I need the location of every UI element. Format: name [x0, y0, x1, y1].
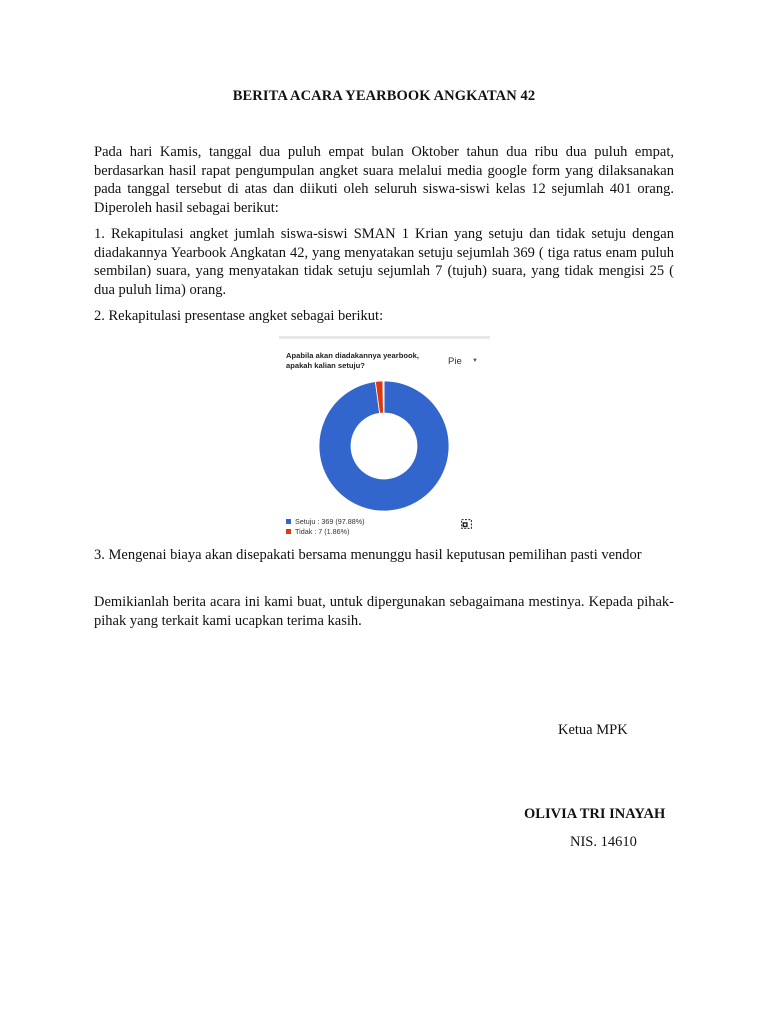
pie-slice-other-2: [383, 381, 384, 413]
donut-chart: [279, 339, 490, 533]
chart-legend: [286, 517, 365, 536]
signature-nis: NIS. 14610: [570, 834, 637, 850]
recap-percentage-paragraph: 2. Rekapitulasi presentase angket sebagai berikut:: [94, 308, 384, 324]
intro-paragraph: Pada hari Kamis, tanggal dua puluh empat bulan Oktober tahun dua ribu dua puluh empat, berdasarkan hasil rapat pengumpulan angket suara melalui media google form yang dilaksanakan pada tanggal tersebut di atas dan diikuti oleh seluruh siswa-siswi kelas 12 sejumlah 401 orang. Diperoleh hasil sebagai berikut:: [94, 144, 674, 216]
save-image-icon[interactable]: [461, 519, 472, 529]
legend-swatch: [286, 529, 291, 534]
signature-role: Ketua MPK: [558, 722, 628, 738]
signature-name: OLIVIA TRI INAYAH: [524, 806, 666, 822]
closing-paragraph: Demikianlah berita acara ini kami buat, untuk dipergunakan sebagaimana mestinya. Kepada pihak-pihak yang terkait kami ucapkan terima kasih.: [94, 594, 674, 629]
recap-count-paragraph: 1. Rekapitulasi angket jumlah siswa-siswi SMAN 1 Krian yang setuju dan tidak setuju dengan diadakannya Yearbook Angkatan 42, yang menyatakan setuju sejumlah 369 ( tiga ratus enam puluh sembilan) suara, yang menyatakan tidak setuju sejumlah 7 (tujuh) suara, yang tidak mengisi 25 ( dua puluh lima) orang.: [94, 226, 674, 298]
legend-swatch: [286, 519, 291, 524]
document-title: BERITA ACARA YEARBOOK ANGKATAN 42: [232, 88, 536, 104]
legend-label: Setuju : 369 (97.88%): [295, 517, 365, 526]
legend-label: Tidak : 7 (1.86%): [295, 526, 350, 536]
chart-type-selector[interactable]: Pie: [448, 356, 462, 367]
chevron-down-icon[interactable]: ▼: [472, 358, 478, 364]
legend-item: [286, 527, 365, 537]
chart-title: Apabila akan diadakannya yearbook, apakah kalian setuju?: [286, 351, 419, 370]
cost-paragraph: 3. Mengenai biaya akan disepakati bersama menunggu hasil keputusan pemilihan pasti vendor: [94, 547, 642, 563]
pie-chart-card: [279, 336, 490, 536]
legend-item: [286, 517, 365, 527]
